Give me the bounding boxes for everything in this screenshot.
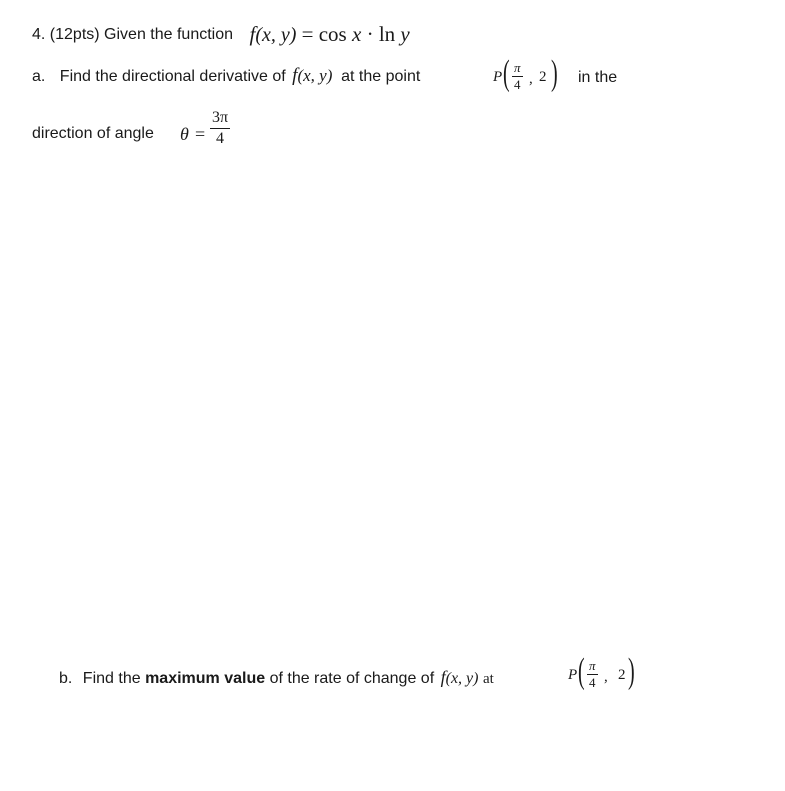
part-a-point-second: 2 bbox=[539, 69, 547, 85]
right-paren: ) bbox=[628, 651, 635, 692]
four-denominator: 4 bbox=[589, 675, 596, 690]
part-b-text-before: Find the bbox=[82, 670, 141, 687]
problem-number: 4. bbox=[32, 26, 46, 43]
part-b-func-args: (x, y) bbox=[445, 670, 479, 687]
problem-heading bbox=[32, 22, 410, 45]
problem-intro: Given the function bbox=[104, 26, 234, 43]
part-b-point-name: P bbox=[568, 667, 578, 683]
part-a-line2-text: direction of angle bbox=[32, 125, 154, 142]
part-a-func-name: f bbox=[292, 65, 298, 86]
part-b-func-name: f bbox=[440, 667, 446, 687]
cos-operator: cos bbox=[318, 22, 347, 46]
angle-equals: = bbox=[195, 124, 206, 144]
part-b-function bbox=[441, 667, 483, 687]
part-a-text-before: Find the directional derivative of bbox=[59, 68, 286, 85]
problem-points: (12pts) bbox=[49, 26, 100, 43]
var-y: y bbox=[400, 22, 410, 46]
theta-symbol: θ bbox=[180, 124, 189, 144]
part-a-line-2 bbox=[32, 124, 154, 144]
angle-numerator: 3π bbox=[210, 108, 230, 129]
function-args: (x, y) bbox=[255, 24, 297, 46]
part-a-text-after: in the bbox=[578, 69, 618, 86]
four-denominator: 4 bbox=[514, 77, 521, 92]
right-paren: ) bbox=[551, 53, 558, 94]
part-b-bold-text: maximum value bbox=[145, 670, 266, 687]
multiply-dot: · bbox=[366, 22, 374, 46]
var-x: x bbox=[351, 22, 362, 46]
part-a-line-1 bbox=[32, 66, 420, 106]
part-a-func-args: (x, y) bbox=[297, 66, 333, 85]
part-b-point-fraction bbox=[587, 658, 598, 691]
function-name: f bbox=[249, 22, 256, 46]
part-a-label: a. bbox=[32, 68, 46, 85]
angle-fraction bbox=[210, 108, 230, 149]
angle-denominator: 4 bbox=[216, 130, 225, 147]
comma: , bbox=[604, 669, 608, 685]
part-b-at: at bbox=[482, 671, 494, 687]
ln-operator: ln bbox=[378, 22, 396, 46]
function-definition bbox=[249, 22, 409, 46]
part-a-text-middle: at the point bbox=[341, 68, 421, 85]
part-b-label: b. bbox=[59, 670, 73, 687]
part-a-point-fraction bbox=[512, 60, 523, 93]
part-b-point-second: 2 bbox=[618, 667, 626, 683]
part-a-point-name: P bbox=[493, 69, 503, 85]
comma: , bbox=[529, 71, 533, 87]
pi-numerator: π bbox=[514, 60, 521, 75]
equals-sign: = bbox=[301, 22, 314, 46]
left-paren: ( bbox=[503, 53, 510, 94]
part-b-text-after: of the rate of change of bbox=[269, 670, 435, 687]
part-a-function bbox=[292, 65, 337, 86]
part-b-line bbox=[59, 667, 494, 689]
pi-numerator: π bbox=[589, 658, 596, 673]
left-paren: ( bbox=[578, 651, 585, 692]
